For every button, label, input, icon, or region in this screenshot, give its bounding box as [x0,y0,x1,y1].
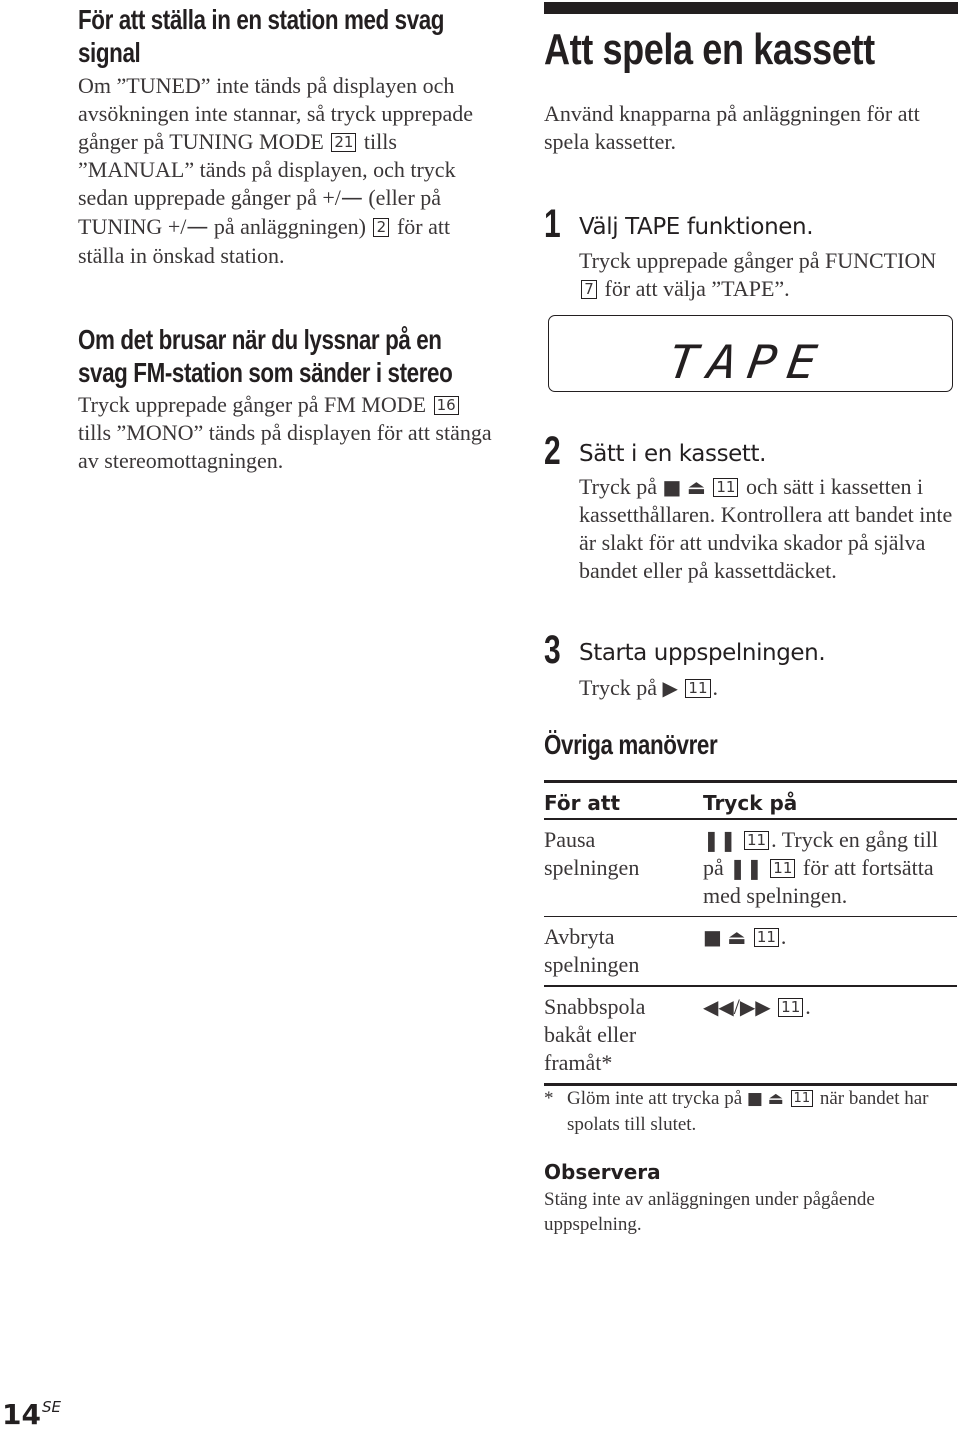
button-number-ref: 11 [778,998,803,1017]
minus-sign-icon: — [340,186,363,211]
paragraph-fm-noise [78,391,498,475]
lcd-display-text: TAPE [664,335,831,389]
text: Tryck på [579,474,658,499]
text: Tryck upprepade gånger på FM MODE [78,392,427,417]
button-number-ref: 11 [754,928,779,947]
text: Tryck på [579,675,658,700]
text: för att fortsätta med spelningen. [703,854,934,908]
page-title: Att spela en kassett [544,25,875,74]
button-number-ref: 21 [331,133,356,152]
text: tills ”MONO” tänds på displayen för att stänga av stereomottagningen. [78,420,492,473]
text: Avbryta [544,924,615,949]
text: spelningen [544,854,640,880]
text: spelningen [544,952,640,977]
text: . [712,675,719,700]
section-heading-other-operations: Övriga manövrer [544,729,718,760]
heading-line: svag FM-station som sänder i stereo [78,357,453,388]
text: . [780,924,787,949]
section-heading-weak-signal [78,3,444,69]
table-row [544,987,957,1083]
button-number-ref: 11 [744,831,769,850]
table-header [544,783,957,818]
text: och sätt i kassetten i kassetthållaren. Kontrollera att bandet inte är slakt för att undvika skador på själva bandet eller på kassettdäcket. [579,474,953,583]
step-title: Sätt i en kassett. [579,441,767,467]
text: Pausa [544,826,596,852]
rewind-icon: ◀◀ [703,994,734,1019]
step-body [579,473,959,585]
pause-icon: ❚❚ [729,855,763,880]
button-number-ref: 11 [713,478,738,497]
table-cell-action [544,826,703,910]
text: för att ställa in önskad station. [78,214,451,268]
step-title: Välj TAPE funktionen. [579,214,814,240]
text: för att välja ”TAPE”. [604,276,790,301]
table-cell-action [544,923,703,979]
button-number-ref: 11 [791,1090,814,1107]
column-header: För att [544,791,621,815]
table-cell-action [544,993,703,1077]
step-number: 2 [544,429,561,473]
table-row [544,820,957,916]
step-number: 3 [544,628,561,672]
text: Tryck upprepade gånger på FUNCTION [579,248,937,273]
column-header: Tryck på [703,791,798,815]
table-cell-press [703,826,957,910]
step-number: 1 [544,202,561,246]
text: (eller på TUNING +/ [78,185,442,239]
button-number-ref: 16 [434,396,459,415]
paragraph-weak-signal [78,72,498,270]
minus-sign-icon: — [186,215,209,240]
note-heading: Observera [544,1160,661,1184]
heading-line: signal [78,37,141,68]
text: tills ”MANUAL” tänds på displayen, och tryck sedan upprepade gånger på +/ [78,129,456,210]
eject-icon: ⏏ [767,1089,784,1109]
section-heading-fm-noise [78,323,452,389]
table-cell-press: ◀◀/▶▶ 11 . [703,993,811,1019]
page-number-value: 14 [2,1398,41,1431]
table-row [544,917,957,985]
eject-icon: ⏏ [727,925,747,949]
footnote-text [567,1086,957,1137]
note-text: Stäng inte av anläggningen under pågående uppspelning. [544,1189,875,1235]
text: . [805,993,811,1019]
fast-forward-icon: ▶▶ [739,994,771,1019]
button-number-ref: 2 [373,218,389,237]
text: på anläggningen) [213,214,366,239]
text: Om ”TUNED” inte tänds på displayen och avsökningen inte stannar, så tryck upprepade gånger på TUNING MODE [78,73,473,154]
stop-icon: ■ [662,475,682,499]
heading-line: Om det brusar när du lyssnar på en [78,324,442,355]
eject-icon: ⏏ [686,475,706,499]
pause-icon: ❚❚ [703,827,737,852]
page-number-suffix: SE [41,1398,61,1416]
footnote-marker: * [544,1088,554,1109]
stop-icon: ■ [746,1089,763,1109]
page-number [2,1390,61,1432]
text: Glöm inte att trycka på [567,1088,743,1109]
step-body [579,247,959,303]
text: . Tryck en gång till [771,826,938,852]
play-icon: ▶ [662,676,678,700]
button-number-ref: 7 [581,280,597,299]
stop-icon: ■ [703,925,722,949]
operations-table [544,780,957,1086]
button-number-ref: 11 [770,859,795,878]
text: framåt* [544,1049,613,1075]
text: när bandet har spolats till slutet. [567,1088,929,1135]
text: Snabbspola [544,993,646,1019]
step-title: Starta uppspelningen. [579,640,826,666]
heading-line: För att ställa in en station med svag [78,4,445,35]
button-number-ref: 11 [685,679,710,698]
section-top-bar [544,2,958,14]
text: på [703,854,724,880]
intro-paragraph: Använd knapparna på anläggningen för att spela kassetter. [544,101,920,154]
table-cell-press [703,923,957,979]
step-body [579,674,959,702]
text: bakåt eller [544,1021,637,1047]
